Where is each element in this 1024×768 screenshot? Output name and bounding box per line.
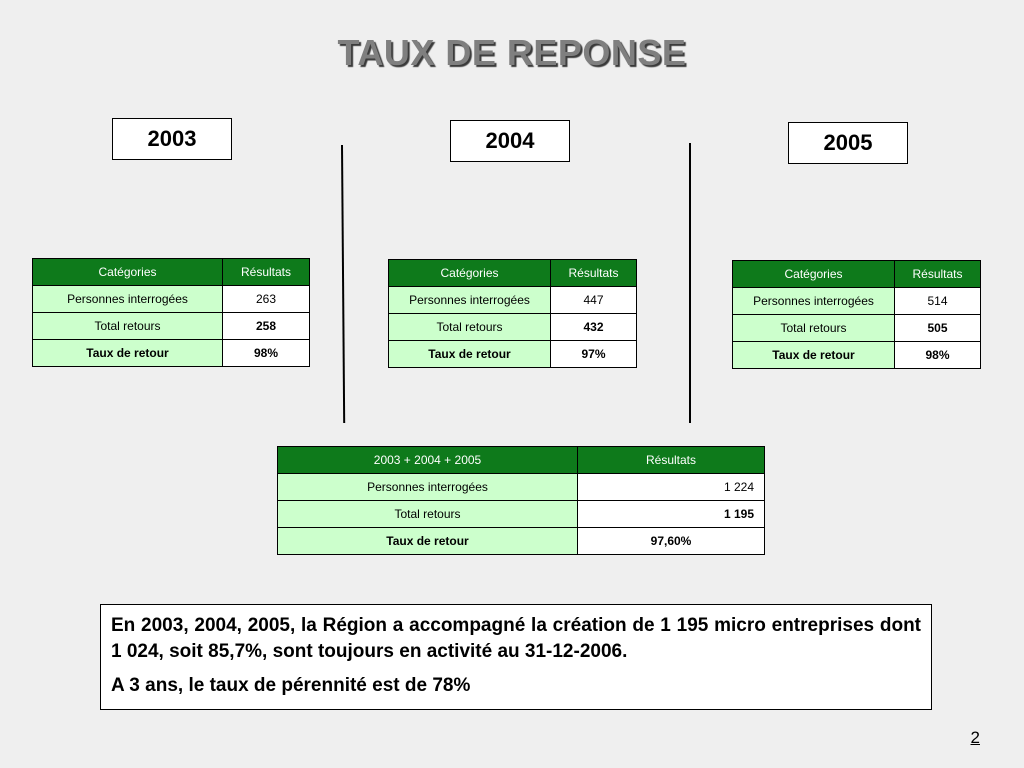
summary-paragraph: En 2003, 2004, 2005, la Région a accompagné la création de 1 195 micro entreprises dont 1 024, soit 85,7%, sont toujours en activité au 31-12-2006. <box>111 615 921 662</box>
column-divider-right <box>689 143 691 423</box>
table-row <box>278 501 765 528</box>
table-2003 <box>32 258 310 367</box>
table-row <box>733 288 981 315</box>
row-value: 97,60% <box>578 528 765 555</box>
row-label: Taux de retour <box>733 342 895 369</box>
column-header-categories: Catégories <box>389 260 551 287</box>
row-value: 97% <box>551 341 637 368</box>
column-header-results: Résultats <box>551 260 637 287</box>
table-row <box>733 342 981 369</box>
table-row <box>389 341 637 368</box>
column-header-results: Résultats <box>578 447 765 474</box>
row-label: Taux de retour <box>278 528 578 555</box>
column-divider-left <box>341 145 345 423</box>
year-label-2005: 2005 <box>788 122 908 164</box>
table-row <box>389 287 637 314</box>
row-value: 98% <box>895 342 981 369</box>
year-label-2003: 2003 <box>112 118 232 160</box>
row-label: Personnes interrogées <box>389 287 551 314</box>
table-total <box>277 446 765 555</box>
page-number: 2 <box>970 728 980 747</box>
row-value: 432 <box>551 314 637 341</box>
table-row <box>33 313 310 340</box>
row-label: Total retours <box>733 315 895 342</box>
row-label: Personnes interrogées <box>33 286 223 313</box>
page-title: TAUX DE REPONSE <box>337 32 687 73</box>
table-row <box>33 340 310 367</box>
table-row <box>278 474 765 501</box>
summary-box <box>100 604 932 710</box>
table-row <box>733 315 981 342</box>
table-header-row <box>389 260 637 287</box>
row-value: 1 195 <box>578 501 765 528</box>
row-value: 1 224 <box>578 474 765 501</box>
table-header-row <box>733 261 981 288</box>
table-2005 <box>732 260 981 369</box>
column-header-results: Résultats <box>223 259 310 286</box>
row-label: Taux de retour <box>389 341 551 368</box>
column-header-results: Résultats <box>895 261 981 288</box>
table-header-row <box>33 259 310 286</box>
table-row <box>389 314 637 341</box>
row-label: Total retours <box>33 313 223 340</box>
row-value: 505 <box>895 315 981 342</box>
table-header-row <box>278 447 765 474</box>
row-value: 98% <box>223 340 310 367</box>
column-header-categories: Catégories <box>733 261 895 288</box>
row-label: Total retours <box>278 501 578 528</box>
summary-paragraph: A 3 ans, le taux de pérennité est de 78% <box>111 675 471 696</box>
table-row <box>278 528 765 555</box>
column-header-categories: Catégories <box>33 259 223 286</box>
table-row <box>33 286 310 313</box>
row-value: 258 <box>223 313 310 340</box>
row-value: 263 <box>223 286 310 313</box>
table-2004 <box>388 259 637 368</box>
row-label: Personnes interrogées <box>278 474 578 501</box>
row-value: 514 <box>895 288 981 315</box>
year-label-2004: 2004 <box>450 120 570 162</box>
row-label: Total retours <box>389 314 551 341</box>
row-value: 447 <box>551 287 637 314</box>
row-label: Personnes interrogées <box>733 288 895 315</box>
row-label: Taux de retour <box>33 340 223 367</box>
column-header-years: 2003 + 2004 + 2005 <box>278 447 578 474</box>
